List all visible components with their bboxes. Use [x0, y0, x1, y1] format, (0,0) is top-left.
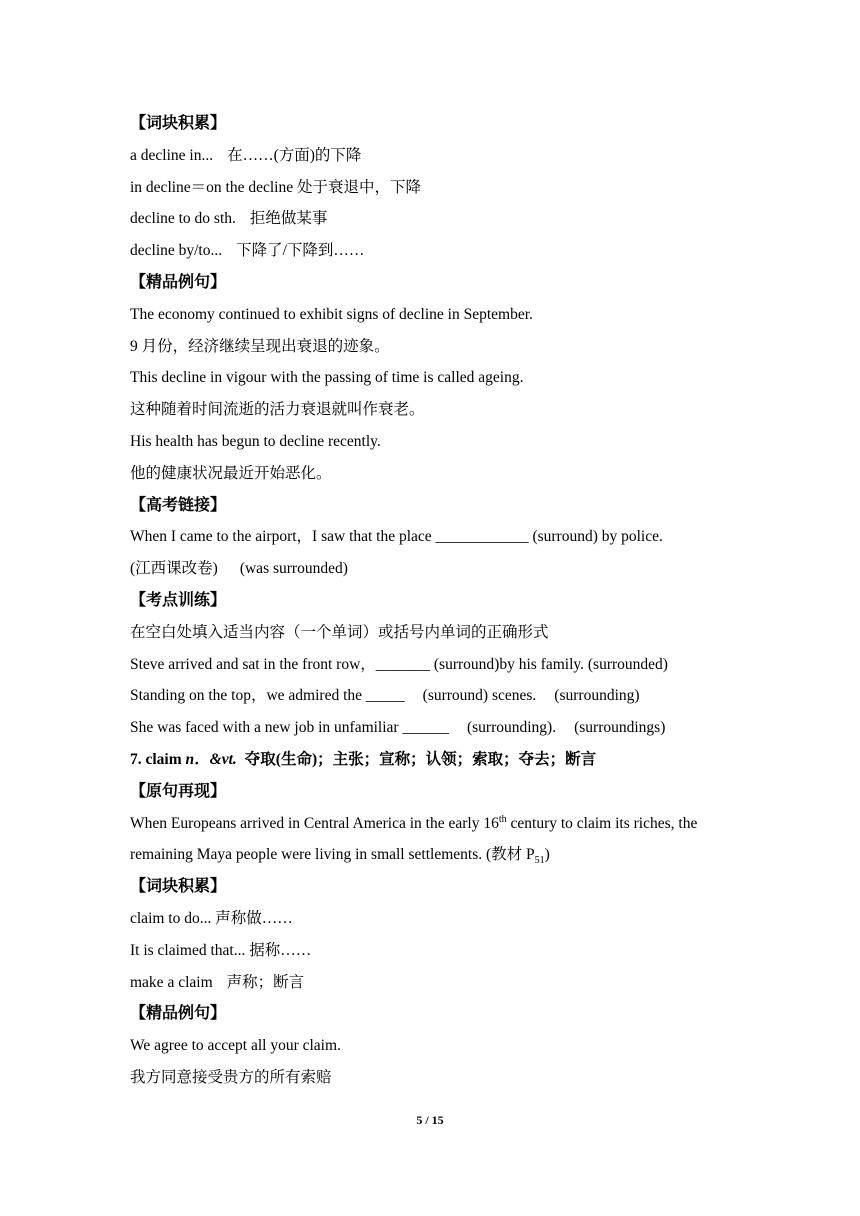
phrase-en: make a claim: [130, 973, 213, 991]
word-number: 7. claim: [130, 750, 186, 768]
phrase-en: decline to do sth.: [130, 210, 236, 228]
original-text: century to claim its riches, the: [506, 814, 698, 832]
exercise-answer: (surroundings): [574, 719, 666, 737]
original-sentence: [130, 808, 790, 840]
page-content: [130, 108, 790, 1094]
example-cn: 这种随着时间流逝的活力衰退就叫作衰老。: [130, 401, 425, 419]
exercise-text: She was faced with a new job in unfamiliar ______: [130, 719, 449, 737]
superscript: th: [498, 813, 507, 825]
exam-source-line: [130, 553, 790, 585]
section-heading: 【词块积累】: [130, 878, 227, 896]
subscript: 51: [534, 855, 545, 867]
exam-question: When I came to the airport，I saw that the place ____________ (surround) by police.: [130, 528, 663, 546]
phrase-cn: 下降了/下降到……: [236, 242, 365, 260]
section-heading: 【精品例句】: [130, 273, 227, 291]
section-heading: 【高考链接】: [130, 496, 227, 514]
exercise-hint: (surround) scenes.: [422, 687, 537, 705]
word-pos: n．&vt.: [185, 750, 237, 768]
example-cn: 我方同意接受贵方的所有索赔: [130, 1068, 332, 1086]
phrase-line: [130, 967, 790, 999]
exercise-answer: (surrounding): [554, 687, 640, 705]
exercise-text: Standing on the top，we admired the _____: [130, 687, 405, 705]
section-heading: 【精品例句】: [130, 1005, 227, 1023]
phrase-cn: 在……(方面)的下降: [227, 146, 362, 164]
original-text: When Europeans arrived in Central America in the early 16: [130, 814, 499, 832]
exercise-item: Steve arrived and sat in the front row，_______ (surround)by his family. (surrounded): [130, 655, 668, 673]
original-text: ): [544, 846, 550, 864]
phrase-cn: 声称；断言: [226, 973, 305, 991]
phrase-line: [130, 203, 790, 235]
section-heading: 【考点训练】: [130, 591, 227, 609]
exam-source: (江西课改卷): [130, 560, 218, 578]
word-entry: [130, 744, 790, 776]
example-cn: 9 月份，经济继续呈现出衰退的迹象。: [130, 337, 390, 355]
page-number: 5 / 15: [416, 1113, 444, 1127]
exercise-item: [130, 712, 790, 744]
exercise-hint: (surrounding).: [466, 719, 557, 737]
example-en: We agree to accept all your claim.: [130, 1037, 341, 1055]
word-definition: 夺取(生命)；主张；宣称；认领；索取；夺去；断言: [244, 750, 597, 768]
exam-answer: (was surrounded): [239, 560, 348, 578]
phrase-en: decline by/to...: [130, 242, 223, 260]
example-en: The economy continued to exhibit signs of decline in September.: [130, 305, 533, 323]
example-en: His health has begun to decline recently.: [130, 432, 381, 450]
original-text: remaining Maya people were living in small settlements. (教材 P: [130, 846, 535, 864]
phrase-cn: 拒绝做某事: [249, 210, 328, 228]
section-heading: 【原句再现】: [130, 782, 227, 800]
phrase-line: claim to do... 声称做……: [130, 909, 293, 927]
phrase-line: [130, 235, 790, 267]
phrase-line: [130, 140, 790, 172]
section-heading: 【词块积累】: [130, 115, 227, 132]
exercise-item: [130, 680, 790, 712]
example-cn: 他的健康状况最近开始恶化。: [130, 464, 332, 482]
phrase-line: in decline＝on the decline 处于衰退中，下降: [130, 178, 421, 196]
phrase-line: It is claimed that... 据称……: [130, 941, 312, 959]
original-sentence: [130, 839, 790, 871]
exercise-instruction: 在空白处填入适当内容（一个单词）或括号内单词的正确形式: [130, 623, 549, 641]
phrase-en: a decline in...: [130, 146, 214, 164]
example-en: This decline in vigour with the passing of time is called ageing.: [130, 369, 524, 387]
